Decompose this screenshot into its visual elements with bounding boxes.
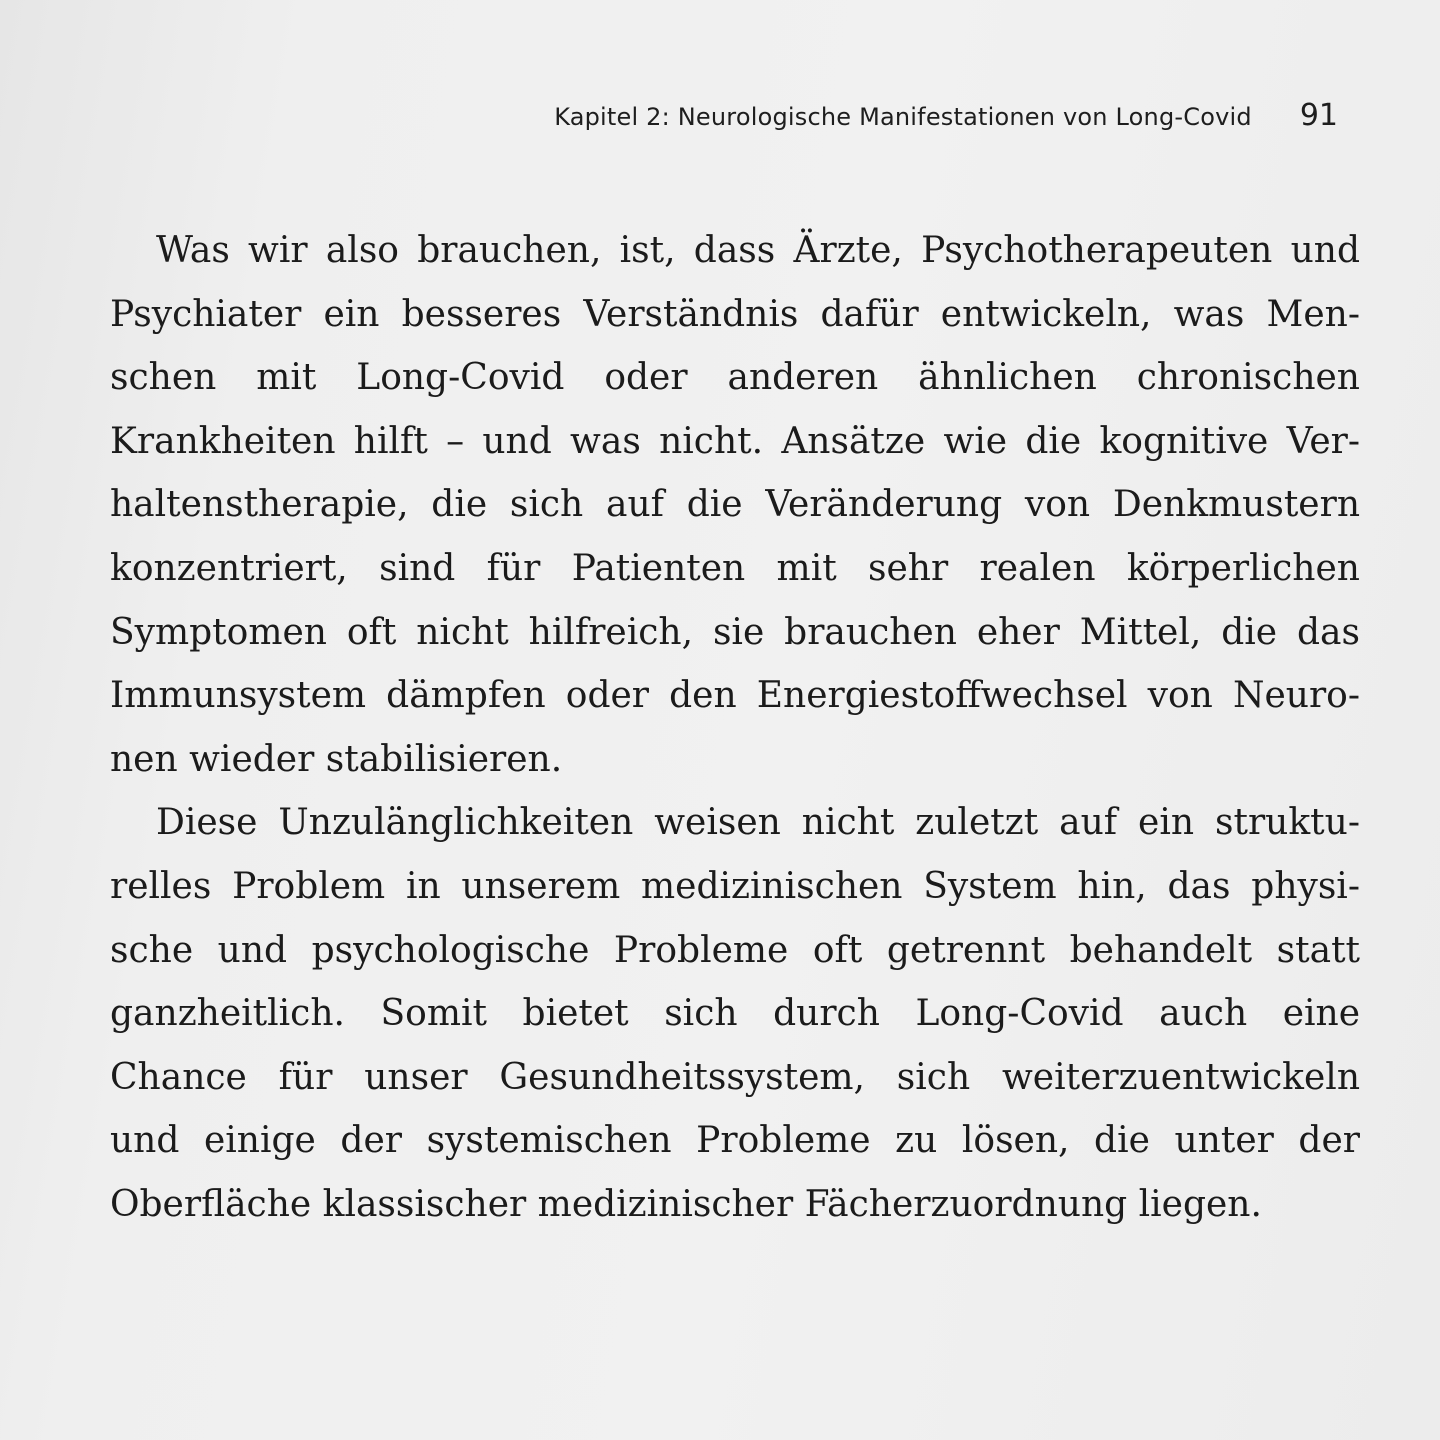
text-line: haltenstherapie, die sich auf die Veränderung von Denkmustern xyxy=(110,484,1360,526)
text-line: Chance für unser Gesundheitssystem, sich weiterzuentwickeln xyxy=(110,1056,1360,1098)
text-line: Was wir also brauchen, ist, dass Ärzte, Psychotherapeuten und xyxy=(156,230,1360,271)
text-line: sche und psychologische Probleme oft getrennt behandelt statt xyxy=(110,929,1360,971)
text-line: konzentriert, sind für Patienten mit sehr realen körperlichen xyxy=(110,547,1360,589)
paragraph-2 xyxy=(110,791,1360,1236)
body-text xyxy=(110,219,1360,1237)
text-line: Diese Unzulänglichkeiten weisen nicht zuletzt auf ein struktu- xyxy=(156,802,1360,844)
text-line: Psychiater ein besseres Verständnis dafür entwickeln, was Men- xyxy=(110,293,1360,335)
running-head xyxy=(554,98,1338,133)
text-line: Oberfläche klassischer medizinischer Fächerzuordnung liegen. xyxy=(110,1183,1262,1225)
text-line: nen wieder stabilisieren. xyxy=(110,738,563,780)
text-line: Krankheiten hilft – und was nicht. Ansätze wie die kognitive Ver- xyxy=(110,420,1360,462)
text-line: ganzheitlich. Somit bietet sich durch Long-Covid auch eine xyxy=(110,993,1360,1035)
text-line: Immunsystem dämpfen oder den Energiestoffwechsel von Neuro- xyxy=(110,675,1360,717)
text-line: schen mit Long-Covid oder anderen ähnlichen chronischen xyxy=(110,357,1360,399)
paragraph-1 xyxy=(110,219,1360,791)
page-number: 91 xyxy=(1299,98,1338,133)
text-line: Symptomen oft nicht hilfreich, sie brauchen eher Mittel, die das xyxy=(110,611,1360,653)
chapter-title: Kapitel 2: Neurologische Manifestationen von Long-Covid xyxy=(554,103,1252,131)
text-line: und einige der systemischen Probleme zu lösen, die unter der xyxy=(110,1120,1360,1162)
text-line: relles Problem in unserem medizinischen System hin, das physi- xyxy=(110,865,1360,907)
